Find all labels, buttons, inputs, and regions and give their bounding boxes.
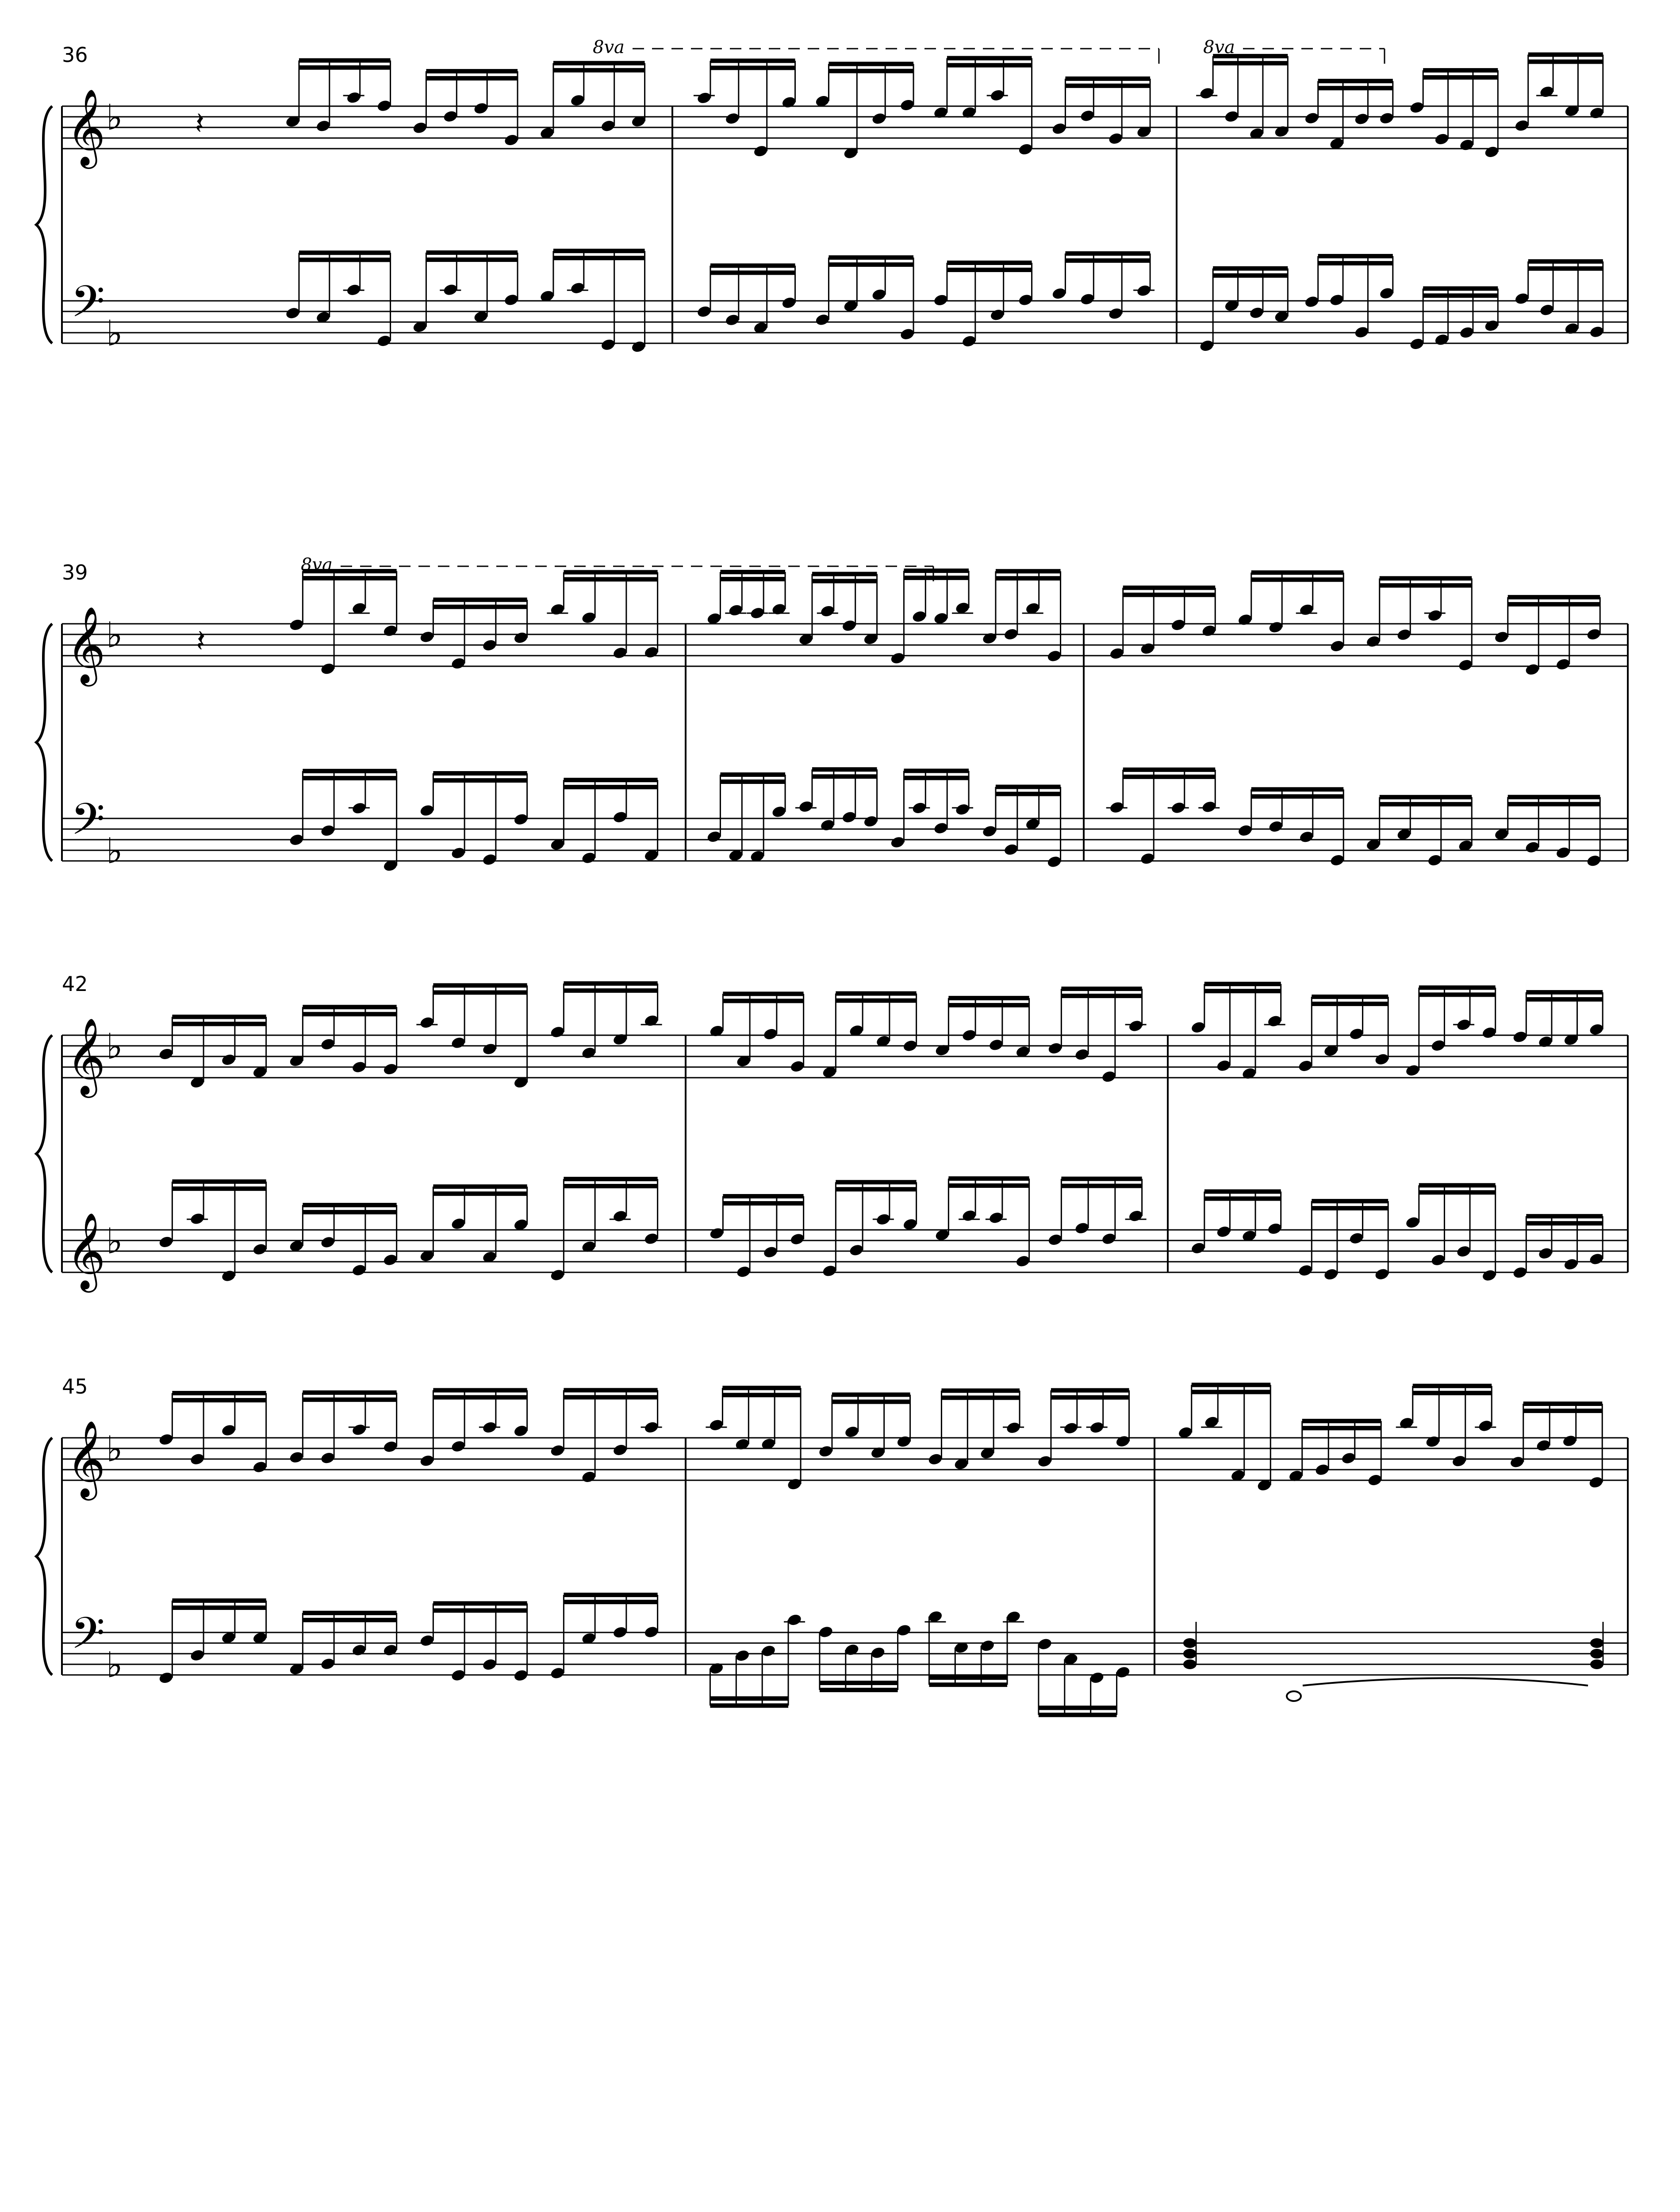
beam <box>1204 1196 1281 1201</box>
beam <box>812 774 877 779</box>
beam <box>710 58 795 63</box>
note-group <box>289 1390 399 1465</box>
beam <box>1065 77 1150 81</box>
note-group <box>289 769 399 872</box>
beam <box>1528 52 1603 57</box>
note-group <box>550 981 662 1060</box>
note-group <box>1396 1384 1496 1468</box>
beam <box>720 780 785 784</box>
beam <box>433 990 527 995</box>
beam <box>433 1184 527 1189</box>
beam <box>1318 79 1393 83</box>
beam <box>1123 768 1216 772</box>
note-group <box>1409 68 1500 159</box>
system <box>36 1375 1628 1717</box>
beam <box>941 1395 1020 1400</box>
note-group <box>890 568 973 665</box>
beam <box>172 1179 266 1184</box>
beam <box>303 1390 396 1395</box>
chord-notehead <box>1183 1638 1197 1648</box>
brace-icon <box>36 1438 52 1675</box>
beam <box>904 768 969 773</box>
beam <box>996 792 1061 796</box>
chord-notehead <box>1590 1638 1603 1648</box>
beam <box>564 1184 657 1188</box>
beam <box>1312 1206 1388 1210</box>
note-group <box>158 1391 268 1474</box>
beam <box>1419 985 1496 990</box>
beam <box>836 998 916 1003</box>
flat-icon: ♭ <box>106 1220 123 1262</box>
beam <box>426 257 518 262</box>
note-group <box>1365 795 1473 867</box>
bass-clef-icon: 𝄢 <box>71 1608 105 1670</box>
treble-clef-icon: 𝄞 <box>66 1420 106 1498</box>
note-group <box>1288 1419 1383 1487</box>
note-group <box>289 1005 399 1076</box>
beam <box>723 1201 803 1206</box>
chord-notehead <box>1183 1659 1197 1669</box>
beam <box>426 250 518 255</box>
beam <box>1204 989 1281 993</box>
beam <box>1312 1002 1388 1006</box>
note-group <box>1405 1183 1497 1282</box>
beam <box>996 576 1061 580</box>
beam <box>1318 261 1393 265</box>
note-group <box>694 58 797 158</box>
beam <box>553 256 645 260</box>
beam <box>303 1611 396 1615</box>
bass-clef-icon: 𝄢 <box>71 276 105 338</box>
beam <box>722 1393 801 1397</box>
beam <box>1061 1177 1142 1181</box>
beam <box>303 1005 396 1009</box>
beam <box>820 1681 898 1685</box>
beam <box>1251 577 1344 582</box>
beam <box>433 598 527 602</box>
beam <box>1204 982 1281 986</box>
beam <box>1251 570 1344 575</box>
beam <box>1192 1382 1271 1387</box>
note-group <box>289 569 399 676</box>
beam <box>832 1393 910 1397</box>
beam <box>1423 75 1498 80</box>
note-group <box>1509 1402 1604 1489</box>
quarter-rest-icon: 𝄽 <box>195 105 205 142</box>
beam <box>723 998 803 1003</box>
note-group <box>412 250 519 334</box>
beam <box>564 1177 657 1181</box>
beam <box>433 1191 527 1196</box>
treble-staff <box>62 624 1628 666</box>
note-group <box>822 1180 918 1278</box>
beam <box>1423 286 1498 291</box>
beam <box>1302 1426 1381 1430</box>
beam <box>947 268 1032 272</box>
note-group <box>933 261 1033 348</box>
treble-clef-icon: 𝄞 <box>66 606 106 684</box>
note-group <box>419 1184 529 1264</box>
note-group <box>412 69 519 147</box>
beam <box>1528 266 1603 271</box>
treble-clef-icon: 𝄞 <box>66 1212 106 1290</box>
beam <box>948 1003 1029 1007</box>
note-group <box>1304 79 1395 150</box>
flat-icon: ♭ <box>106 312 123 354</box>
beam <box>722 1386 801 1390</box>
beam <box>1419 1190 1496 1194</box>
beam <box>1423 293 1498 298</box>
note-group <box>547 570 659 660</box>
beam <box>1419 992 1496 997</box>
beam <box>1312 995 1388 999</box>
note-group <box>1405 985 1497 1077</box>
beam <box>564 570 657 575</box>
beam <box>1051 1388 1129 1393</box>
beam <box>948 1183 1029 1188</box>
beam <box>1204 1189 1281 1194</box>
beam <box>710 1703 788 1708</box>
system <box>36 555 1628 872</box>
beam <box>828 69 913 73</box>
beam <box>303 776 396 780</box>
beam <box>426 69 518 73</box>
note-group <box>419 1601 529 1682</box>
note-group <box>419 1388 529 1468</box>
note-group <box>1051 77 1152 146</box>
note-group <box>818 1393 912 1459</box>
quarter-rest-icon: 𝄽 <box>196 622 206 659</box>
beam <box>303 576 396 580</box>
beam <box>1039 1713 1117 1717</box>
flat-icon: ♭ <box>106 830 123 872</box>
beam <box>812 767 877 772</box>
chord-notehead <box>1183 1649 1197 1659</box>
beam <box>553 68 645 73</box>
tie <box>1303 1678 1588 1686</box>
beam <box>303 1618 396 1622</box>
beam <box>433 605 527 609</box>
note-group <box>1494 795 1602 868</box>
beam <box>720 570 785 574</box>
note-group <box>795 767 878 832</box>
beam <box>947 261 1032 265</box>
chord-notehead <box>1590 1659 1603 1669</box>
treble-clef-icon: 𝄞 <box>66 1018 106 1095</box>
treble-clef-icon: 𝄞 <box>66 88 106 166</box>
flat-icon: ♭ <box>106 1025 123 1067</box>
beam <box>1302 1419 1381 1423</box>
beam <box>812 572 877 576</box>
beam <box>1318 254 1393 258</box>
beam <box>564 1388 657 1392</box>
brace-icon <box>36 1035 52 1272</box>
note-group <box>706 772 787 863</box>
beam <box>433 1608 527 1613</box>
beam <box>1526 1221 1603 1225</box>
note-group <box>1237 787 1345 867</box>
beam <box>1061 1184 1142 1188</box>
beam <box>1508 795 1600 799</box>
note-group <box>1514 259 1605 339</box>
flat-icon: ♭ <box>106 614 123 656</box>
beam <box>904 776 969 780</box>
beam <box>564 1593 657 1597</box>
beam <box>1380 802 1472 806</box>
beam <box>433 771 527 776</box>
beam <box>710 270 795 275</box>
note-group <box>1514 52 1605 132</box>
note-group <box>709 1194 805 1279</box>
beam <box>1423 68 1498 73</box>
measure-number: 42 <box>62 972 88 996</box>
beam <box>564 785 657 789</box>
half-note <box>1287 1691 1301 1701</box>
beam <box>426 76 518 81</box>
note-group <box>709 1613 805 1708</box>
beam <box>812 579 877 583</box>
beam <box>299 58 391 63</box>
beam <box>941 1388 1020 1393</box>
beam <box>1039 1705 1117 1710</box>
beam <box>1213 61 1288 65</box>
beam <box>299 250 391 255</box>
beam <box>710 1696 788 1701</box>
beam <box>1526 990 1603 995</box>
measure-number: 36 <box>62 43 88 67</box>
note-group <box>1297 995 1390 1073</box>
beam <box>947 63 1032 67</box>
beam <box>1123 775 1216 779</box>
note-group <box>1037 1388 1131 1468</box>
note-group <box>1109 586 1217 661</box>
beam <box>303 1210 396 1214</box>
beam <box>1419 1183 1496 1187</box>
note-group <box>818 1624 912 1692</box>
note-group <box>1047 1177 1147 1247</box>
beam <box>433 983 527 987</box>
beam <box>947 56 1032 60</box>
beam <box>1251 794 1344 799</box>
note-group <box>982 569 1062 663</box>
beam <box>299 65 391 70</box>
beam <box>1523 1402 1603 1406</box>
beam <box>303 1203 396 1207</box>
ottava-label: 8va <box>1203 37 1235 58</box>
note-group <box>1037 1637 1131 1717</box>
beam <box>303 1012 396 1016</box>
beam <box>433 1388 527 1393</box>
beam <box>303 769 396 773</box>
beam <box>1065 258 1150 263</box>
system <box>36 972 1628 1293</box>
note-group <box>709 991 805 1073</box>
beam <box>553 61 645 65</box>
note-group <box>706 570 790 626</box>
flat-icon: ♭ <box>106 1428 123 1470</box>
flat-icon: ♭ <box>106 96 123 138</box>
beam <box>929 1682 1007 1687</box>
beam <box>172 1391 266 1395</box>
beam <box>1508 595 1600 599</box>
beam <box>828 262 913 267</box>
note-group <box>158 1179 268 1283</box>
beam <box>1065 84 1150 88</box>
beam <box>564 778 657 782</box>
ottava-marking <box>593 37 1159 64</box>
beam <box>1508 602 1600 607</box>
note-group <box>935 1176 1031 1268</box>
beam <box>1251 787 1344 791</box>
beam <box>1380 583 1472 588</box>
chord-notehead <box>1590 1649 1603 1659</box>
beam <box>836 1187 916 1191</box>
flat-icon: ♭ <box>106 1644 123 1686</box>
beam <box>996 785 1061 789</box>
beam <box>1213 266 1288 271</box>
beam <box>564 577 657 582</box>
note-group <box>696 263 797 334</box>
note-group <box>1512 990 1604 1048</box>
beam <box>172 1022 266 1026</box>
note-group <box>815 62 915 160</box>
beam <box>1123 586 1216 590</box>
beam <box>1380 795 1472 799</box>
note-group <box>1304 254 1395 339</box>
note-group <box>550 1593 660 1680</box>
note-group <box>1190 982 1285 1080</box>
note-group <box>1512 1214 1604 1279</box>
beam <box>904 576 969 580</box>
beam <box>828 62 913 66</box>
note-group <box>550 778 660 865</box>
beam <box>172 1014 266 1019</box>
note-group <box>1494 595 1602 676</box>
brace-icon <box>36 106 52 343</box>
beam <box>1213 273 1288 278</box>
note-group <box>1199 266 1289 353</box>
beam <box>710 65 795 70</box>
note-group <box>1409 286 1500 351</box>
beam <box>299 257 391 262</box>
ottava-label: 8va <box>301 555 333 575</box>
note-group <box>935 996 1031 1059</box>
lower-staff <box>62 1230 1628 1272</box>
note-group <box>285 58 392 133</box>
beam <box>553 249 645 253</box>
note-group <box>416 983 529 1089</box>
measure-number: 39 <box>62 561 88 584</box>
beam <box>720 772 785 777</box>
beam <box>172 1398 266 1402</box>
beam <box>1123 593 1216 597</box>
beam <box>564 1395 657 1399</box>
beam <box>996 569 1061 573</box>
beam <box>1413 1384 1492 1388</box>
beam <box>820 1688 898 1692</box>
beam <box>172 1605 266 1610</box>
beam <box>1508 802 1600 806</box>
beam <box>1192 1390 1271 1394</box>
beam <box>836 991 916 996</box>
beam <box>832 1400 910 1404</box>
beam <box>1051 1395 1129 1400</box>
note-group <box>158 1598 268 1685</box>
beam <box>172 1187 266 1191</box>
beam <box>1380 576 1472 580</box>
note-group <box>1190 1189 1283 1255</box>
beam <box>433 778 527 783</box>
ottava-label: 8va <box>593 37 625 58</box>
beam <box>710 263 795 268</box>
beam <box>1413 1391 1492 1395</box>
beam <box>433 1601 527 1605</box>
beam <box>1523 1409 1603 1413</box>
brace-icon <box>36 624 52 861</box>
beam <box>1528 259 1603 264</box>
beam <box>1061 994 1142 998</box>
beam <box>904 568 969 573</box>
beam <box>303 1398 396 1402</box>
beam <box>723 991 803 996</box>
beam <box>172 1598 266 1603</box>
note-group <box>890 768 973 849</box>
measure-number: 45 <box>62 1375 88 1398</box>
beam <box>929 1675 1007 1680</box>
beam <box>1061 987 1142 991</box>
beam <box>720 577 785 581</box>
beam <box>723 1194 803 1198</box>
bass-clef-icon: 𝄢 <box>71 794 105 856</box>
beam <box>1526 997 1603 1002</box>
note-group <box>1237 570 1345 653</box>
beam <box>1528 59 1603 64</box>
note-group <box>815 255 915 341</box>
note-group <box>982 785 1062 869</box>
beam <box>948 1176 1029 1181</box>
beam <box>1526 1214 1603 1218</box>
beam <box>564 1600 657 1604</box>
beam <box>828 255 913 260</box>
beam <box>1318 86 1393 90</box>
ottava-marking <box>1203 37 1385 64</box>
system <box>36 37 1628 354</box>
beam <box>948 996 1029 1000</box>
note-group <box>1051 251 1155 320</box>
beam <box>564 981 657 986</box>
beam <box>433 1395 527 1400</box>
beam <box>564 988 657 993</box>
beam <box>1065 251 1150 256</box>
beam <box>836 1180 916 1184</box>
beam <box>1312 1199 1388 1203</box>
